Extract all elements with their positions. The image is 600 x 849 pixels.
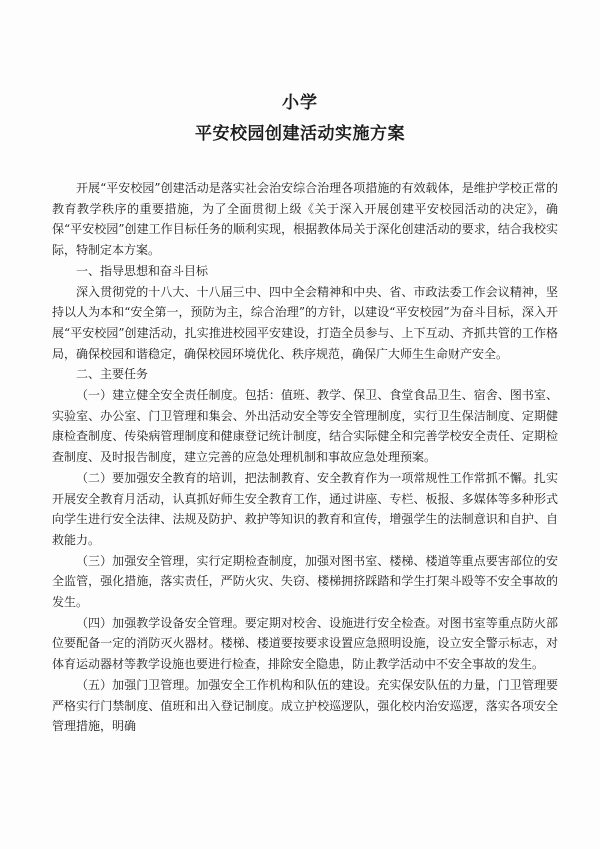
document-title-main: 平安校园创建活动实施方案 [195, 124, 405, 144]
task-3-paragraph: （三）加强安全管理，实行定期检查制度，加强对图书室、楼梯、楼道等重点要害部位的安全监管，强化措施，落实责任，严防火灾、失窃、楼梯拥挤踩踏和学生打架斗殴等不安全事故的发生。 [52, 553, 558, 610]
task-2-paragraph: （二）要加强安全教育的培训，把法制教育、安全教育作为一项常规性工作常抓不懈。扎实开展安全教育月活动，认真抓好师生安全教育工作，通过讲座、专栏、板报、多媒体等多种形式向学生进行安全法律、法规及防护、救护等知识的教育和宣传，增强学生的法制意识和自护、自救能力。 [52, 470, 558, 547]
section-heading-guiding-ideology: 一、指导思想和奋斗目标 [76, 263, 209, 278]
document-title-school: 小学 [282, 93, 318, 113]
section-heading-main-tasks: 二、主要任务 [76, 367, 149, 382]
task-1-paragraph: （一）建立健全安全责任制度。包括：值班、教学、保卫、食堂食品卫生、宿舍、图书室、实验室、办公室、门卫管理和集会、外出活动安全等安全管理制度，实行卫生保洁制度、定期健康检查制度、传染病管理制度和健康登记统计制度，结合实际健全和完善学校安全责任、定期检查制度、及时报告制度，建立完善的应急处理机制和事故应急处理预案。 [52, 388, 558, 465]
task-4-paragraph: （四）加强教学设备安全管理。要定期对校舍、设施进行安全检查。对图书室等重点防火部位要配备一定的消防灭火器材。楼梯、楼道要按要求设置应急照明设施，设立安全警示标志，对体育运动器材等教学设施也要进行检查，排除安全隐患，防止教学活动中不安全事故的发生。 [52, 615, 558, 672]
guiding-ideology-paragraph: 深入贯彻党的十八大、十八届三中、四中全会精神和中央、省、市政法委工作会议精神，坚持以人为本和“安全第一，预防为主，综合治理”的方针，以建设“平安校园”为奋斗目标，深入开展“平安校园”创建活动，扎实推进校园平安建设，打造全员参与、上下互动、齐抓共管的工作格局，确保校园和谐稳定，确保校园环境优化、秩序规范，确保广大师生生命财产安全。 [52, 284, 558, 361]
task-5-paragraph: （五）加强门卫管理。加强安全工作机构和队伍的建设。充实保安队伍的力量，门卫管理要严格实行门禁制度、值班和出入登记制度。成立护校巡逻队，强化校内治安巡逻，落实各项安全管理措施，明确 [52, 677, 558, 734]
document-body [52, 178, 558, 737]
intro-paragraph: 开展“平安校园”创建活动是落实社会治安综合治理各项措施的有效载体，是维护学校正常的教育教学秩序的重要措施，为了全面贯彻上级《关于深入开展创建平安校园活动的决定》，确保“平安校园”创建工作目标任务的顺利实现，根据教体局关于深化创建活动的要求，结合我校实际，特制定本方案。 [52, 181, 558, 258]
